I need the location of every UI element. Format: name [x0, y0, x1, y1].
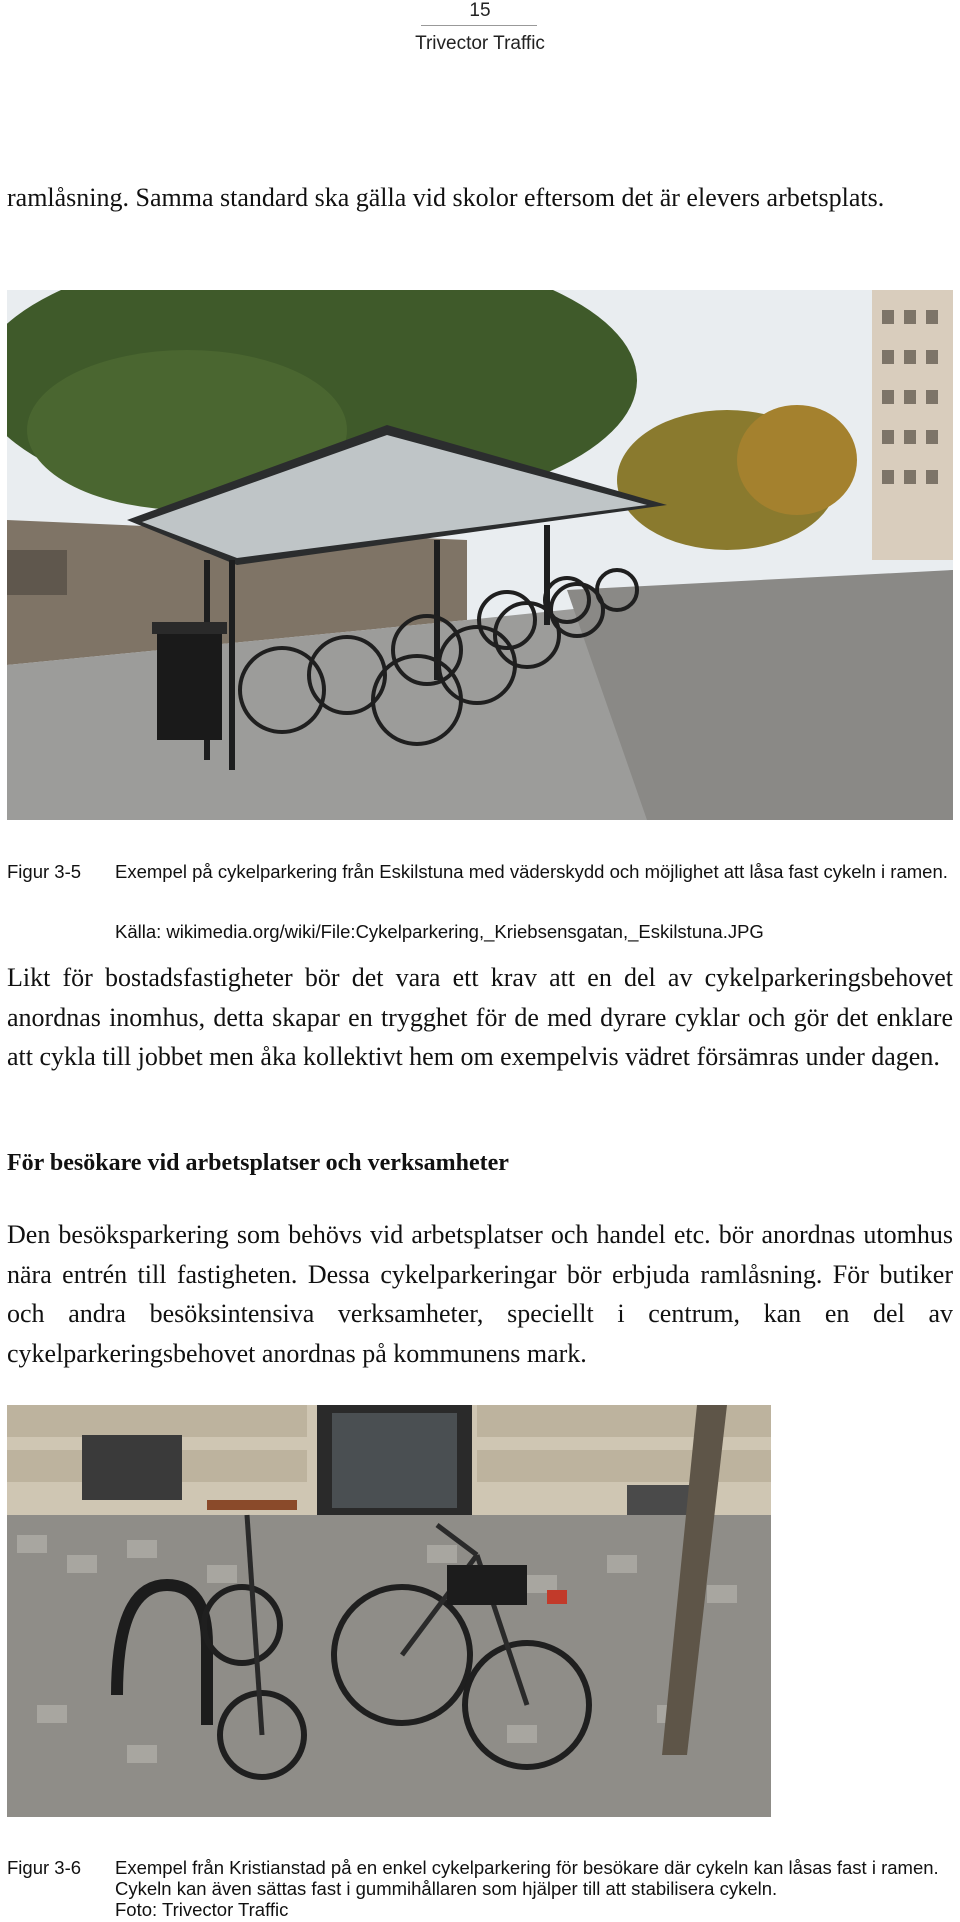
figure-photo-kristianstad	[7, 1405, 771, 1817]
figure-caption-3-6	[7, 1857, 953, 1920]
figure-caption-3-5	[7, 861, 953, 941]
photo-kristianstad-illustration	[7, 1405, 771, 1817]
figure-photo-eskilstuna	[7, 290, 953, 820]
section-heading-visitors: För besökare vid arbetsplatser och verksamheter	[7, 1150, 509, 1176]
figure-number: Figur 3-6	[7, 1857, 82, 1878]
paragraph-visitor-parking: Den besöksparkering som behövs vid arbetsplatser och handel etc. bör anordnas utomhus nära entrén till fastigheten. Dessa cykelparkeringar bör erbjuda ramlåsning. För butiker och andra besöksintensiva verksamheter, speciellt i centrum, kan en del av cykelparkeringsbehovet anordnas på kommunens mark.	[7, 1220, 953, 1368]
photo-eskilstuna-illustration	[7, 290, 953, 820]
paragraph-intro: ramlåsning. Samma standard ska gälla vid skolor eftersom det är elevers arbetsplats.	[7, 183, 885, 212]
page-number: 15	[469, 0, 491, 21]
header-rule	[421, 25, 537, 26]
paragraph-indoor-parking: Likt för bostadsfastigheter bör det vara ett krav att en del av cykelparkeringsbehovet anordnas inomhus, detta skapar en trygghet för de med dyrare cyklar och gör det enklare att cykla till jobbet men åka kollektivt hem om exempelvis vädret försämras under dagen.	[7, 963, 953, 1071]
figure-source: Foto: Trivector Traffic	[115, 1899, 289, 1920]
header-company: Trivector Traffic	[415, 33, 545, 54]
figure-caption-text: Exempel från Kristianstad på en enkel cykelparkering för besökare där cykeln kan låsas fast i ramen. Cykeln kan även sättas fast i gummihållaren som hjälper till att stabilisera cykeln.	[115, 1857, 939, 1899]
figure-source: Källa: wikimedia.org/wiki/File:Cykelparkering,_Kriebsensgatan,_Eskilstuna.JPG	[115, 921, 764, 942]
figure-caption-text: Exempel på cykelparkering från Eskilstuna med väderskydd och möjlighet att låsa fast cykeln i ramen.	[115, 861, 948, 882]
figure-number: Figur 3-5	[7, 861, 82, 882]
